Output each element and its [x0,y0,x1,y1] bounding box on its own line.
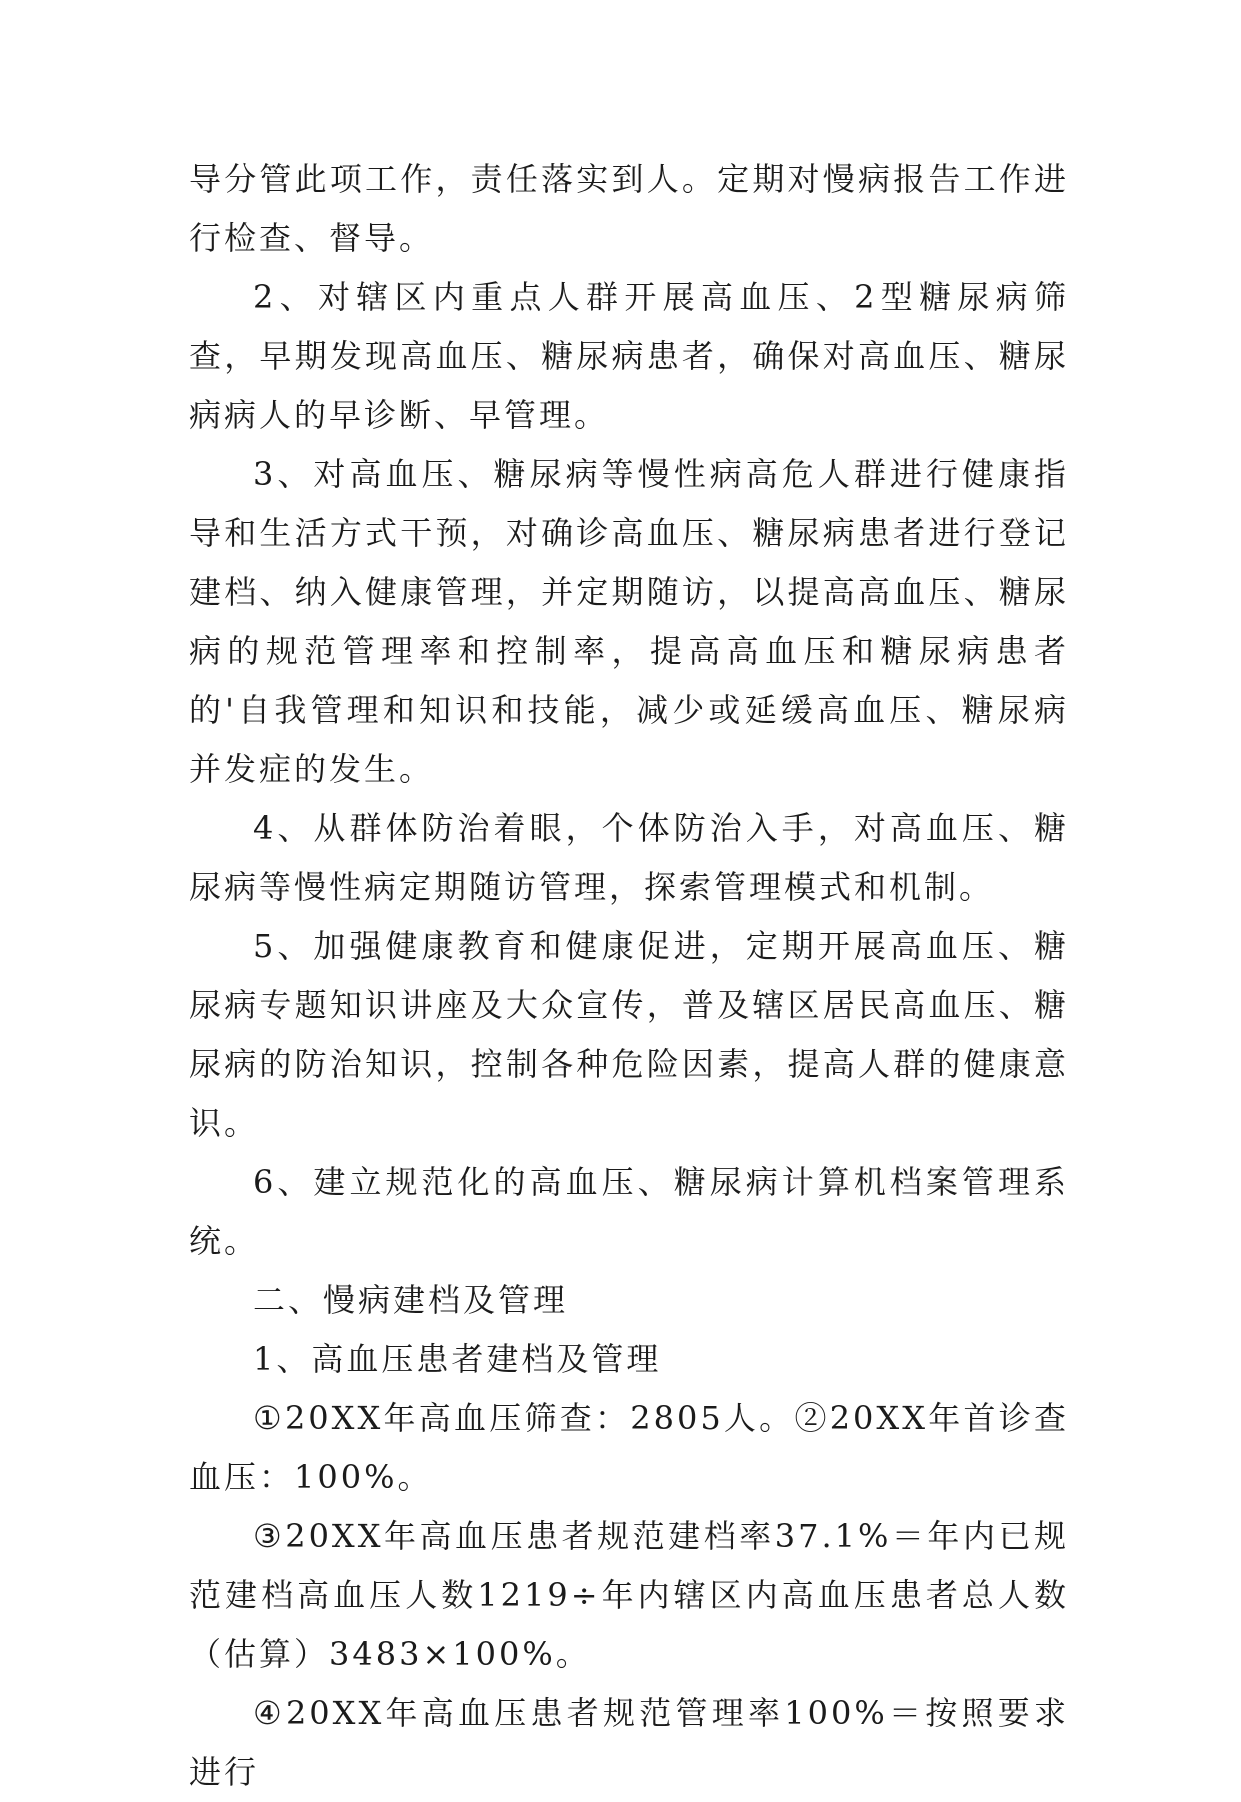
subsection-heading: 1、高血压患者建档及管理 [253,1340,662,1378]
section-heading: 二、慢病建档及管理 [253,1281,569,1319]
paragraph-item-3: 3、对高血压、糖尿病等慢性病高危人群进行健康指导和生活方式干预，对确诊高血压、糖尿病患者进行登记建档、纳入健康管理，并定期随访，以提高高血压、糖尿病的规范管理率和控制率，提高高血压和糖尿病患者的'自我管理和知识和技能，减少或延缓高血压、糖尿病并发症的发生。 [189,455,1069,788]
paragraph-stat-archive-rate: ③20XX年高血压患者规范建档率37.1%＝年内已规范建档高血压人数1219÷年内辖区内高血压患者总人数（估算）3483×100%。 [189,1517,1069,1673]
document-body [189,150,1069,1802]
paragraph-item-5: 5、加强健康教育和健康促进，定期开展高血压、糖尿病专题知识讲座及大众宣传，普及辖区居民高血压、糖尿病的防治知识，控制各种危险因素，提高人群的健康意识。 [189,927,1069,1142]
paragraph-item-2: 2、对辖区内重点人群开展高血压、2型糖尿病筛查，早期发现高血压、糖尿病患者，确保对高血压、糖尿病病人的早诊断、早管理。 [189,278,1069,434]
paragraph-stat-management-rate: ④20XX年高血压患者规范管理率100%＝按照要求进行 [189,1694,1069,1791]
paragraph-item-4: 4、从群体防治着眼，个体防治入手，对高血压、糖尿病等慢性病定期随访管理，探索管理模式和机制。 [189,809,1069,906]
paragraph-item-6: 6、建立规范化的高血压、糖尿病计算机档案管理系统。 [189,1163,1069,1260]
paragraph-continuation: 导分管此项工作，责任落实到人。定期对慢病报告工作进行检查、督导。 [189,160,1069,257]
paragraph-stat-screening: ①20XX年高血压筛查：2805人。②20XX年首诊查血压：100%。 [189,1399,1069,1496]
